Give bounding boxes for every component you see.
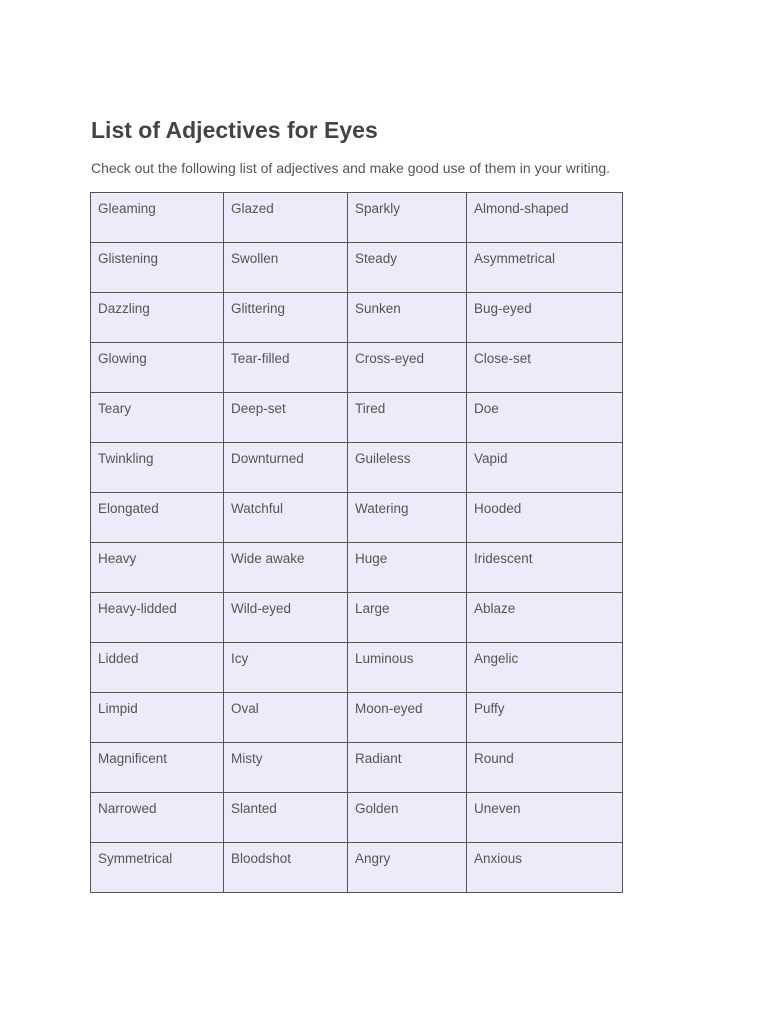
table-cell (224, 543, 348, 593)
table-cell (348, 393, 467, 443)
table-cell (467, 193, 623, 243)
adjective-text: Teary (98, 401, 132, 416)
adjective-text: Angry (355, 851, 391, 866)
table-cell (224, 243, 348, 293)
adjective-text: Bug-eyed (474, 301, 532, 316)
table-cell (348, 643, 467, 693)
table-cell (467, 543, 623, 593)
table-row (91, 643, 623, 693)
table-row (91, 743, 623, 793)
adjective-text: Guileless (355, 451, 411, 466)
adjective-text: Ablaze (474, 601, 516, 616)
adjective-text: Heavy (98, 551, 137, 566)
adjective-text: Close-set (474, 351, 532, 366)
adjective-text: Deep-set (231, 401, 286, 416)
table-row (91, 193, 623, 243)
table-cell (224, 393, 348, 443)
adjective-text: Round (474, 751, 514, 766)
table-cell (224, 643, 348, 693)
intro-text: Check out the following list of adjectives and make good use of them in your writing. (91, 160, 611, 176)
adjective-text: Sparkly (355, 201, 401, 216)
table-cell (348, 693, 467, 743)
table-cell (348, 243, 467, 293)
table-row (91, 493, 623, 543)
adjective-text: Symmetrical (98, 851, 173, 866)
adjective-text: Asymmetrical (474, 251, 556, 266)
table-cell (467, 743, 623, 793)
table-cell (467, 443, 623, 493)
adjective-text: Glowing (98, 351, 147, 366)
adjective-text: Gleaming (98, 201, 156, 216)
table-cell (91, 593, 224, 643)
adjective-text: Iridescent (474, 551, 533, 566)
table-cell (467, 793, 623, 843)
adjective-text: Dazzling (98, 301, 150, 316)
adjective-text: Doe (474, 401, 499, 416)
table-row (91, 343, 623, 393)
table-cell (348, 743, 467, 793)
table-cell (224, 443, 348, 493)
adjective-text: Icy (231, 651, 249, 666)
table-cell (91, 643, 224, 693)
table-cell (348, 593, 467, 643)
table-cell (91, 293, 224, 343)
adjective-text: Misty (231, 751, 263, 766)
adjective-text: Moon-eyed (355, 701, 423, 716)
table-cell (224, 343, 348, 393)
table-cell (224, 293, 348, 343)
adjective-text: Watering (355, 501, 409, 516)
adjective-text: Oval (231, 701, 259, 716)
adjective-text: Almond-shaped (474, 201, 569, 216)
table-cell (91, 443, 224, 493)
adjective-text: Steady (355, 251, 398, 266)
table-cell (348, 293, 467, 343)
adjective-text: Wild-eyed (231, 601, 292, 616)
table-cell (224, 593, 348, 643)
adjective-text: Downturned (231, 451, 304, 466)
adjective-text: Large (355, 601, 390, 616)
table-cell (467, 643, 623, 693)
adjective-text: Glistening (98, 251, 159, 266)
adjective-text: Bloodshot (231, 851, 292, 866)
adjective-text: Tear-filled (231, 351, 290, 366)
adjective-text: Anxious (474, 851, 523, 866)
adjective-text: Slanted (231, 801, 277, 816)
table-cell (467, 693, 623, 743)
adjective-text: Twinkling (98, 451, 154, 466)
adjective-text: Uneven (474, 801, 521, 816)
table-cell (91, 193, 224, 243)
table-cell (91, 693, 224, 743)
table-cell (91, 243, 224, 293)
adjective-text: Huge (355, 551, 388, 566)
table-cell (467, 293, 623, 343)
table-cell (348, 843, 467, 893)
adjective-text: Lidded (98, 651, 139, 666)
table-cell (224, 793, 348, 843)
adjective-text: Heavy-lidded (98, 601, 177, 616)
adjective-text: Hooded (474, 501, 522, 516)
adjectives-table-body (91, 193, 623, 893)
page-title: List of Adjectives for Eyes (91, 117, 378, 143)
table-cell (224, 493, 348, 543)
table-cell (224, 743, 348, 793)
table-cell (467, 843, 623, 893)
adjective-text: Wide awake (231, 551, 305, 566)
table-cell (91, 343, 224, 393)
adjective-text: Radiant (355, 751, 402, 766)
table-row (91, 843, 623, 893)
table-cell (91, 743, 224, 793)
table-cell (224, 843, 348, 893)
adjective-text: Vapid (474, 451, 508, 466)
table-row (91, 243, 623, 293)
table-row (91, 593, 623, 643)
table-cell (91, 393, 224, 443)
table-cell (91, 793, 224, 843)
table-row (91, 693, 623, 743)
table-cell (467, 593, 623, 643)
table-row (91, 443, 623, 493)
table-cell (224, 193, 348, 243)
table-row (91, 293, 623, 343)
adjective-text: Watchful (231, 501, 284, 516)
adjective-text: Glazed (231, 201, 274, 216)
table-cell (348, 193, 467, 243)
adjective-text: Swollen (231, 251, 279, 266)
table-cell (467, 393, 623, 443)
table-cell (91, 543, 224, 593)
adjectives-table (90, 192, 623, 893)
adjective-text: Tired (355, 401, 386, 416)
adjective-text: Sunken (355, 301, 401, 316)
adjective-text: Magnificent (98, 751, 168, 766)
adjective-text: Elongated (98, 501, 159, 516)
adjective-text: Puffy (474, 701, 505, 716)
table-row (91, 393, 623, 443)
adjective-text: Cross-eyed (355, 351, 425, 366)
table-cell (467, 343, 623, 393)
table-cell (348, 343, 467, 393)
adjective-text: Narrowed (98, 801, 157, 816)
table-row (91, 543, 623, 593)
table-cell (348, 443, 467, 493)
adjective-text: Angelic (474, 651, 519, 666)
table-row (91, 793, 623, 843)
table-cell (348, 793, 467, 843)
table-cell (224, 693, 348, 743)
table-cell (91, 493, 224, 543)
adjective-text: Luminous (355, 651, 414, 666)
adjective-text: Glittering (231, 301, 286, 316)
table-cell (467, 493, 623, 543)
adjective-text: Golden (355, 801, 399, 816)
adjective-text: Limpid (98, 701, 138, 716)
table-cell (91, 843, 224, 893)
table-cell (467, 243, 623, 293)
table-cell (348, 493, 467, 543)
table-cell (348, 543, 467, 593)
